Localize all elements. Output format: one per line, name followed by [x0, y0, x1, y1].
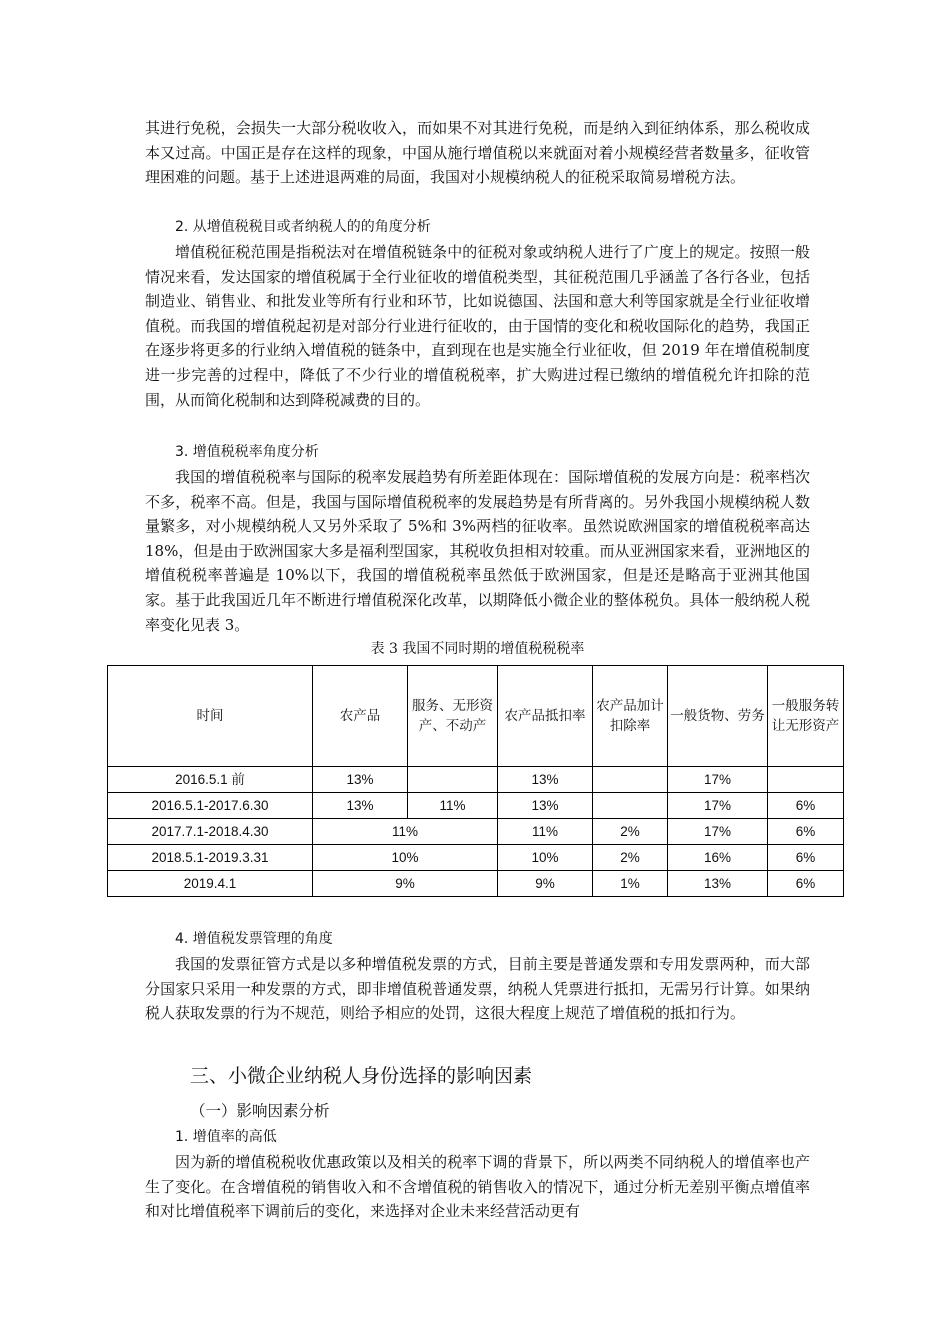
- table-cell-merged: 9%: [313, 871, 498, 897]
- header-agricultural: 农产品: [313, 666, 408, 767]
- paragraph-tax-scope: 增值税征税范围是指税法对在增值税链条中的征税对象或纳税人进行了广度上的规定。按照一般情况来看，发达国家的增值税属于全行业征收的增值税类型，其征税范围几乎涵盖了各行各业，包括制造业、销售业、和批发业等所有行业和环节，比如说德国、法国和意大利等国家就是全行业征收增值税。而我国的增值税起初是对部分行业进行征收的，由于国情的变化和税收国际化的趋势，我国正在逐步将更多的行业纳入增值税的链条中，直到现在也是实施全行业征收，但 2019 年在增值税制度进一步完善的过程中，降低了不少行业的增值税税率，扩大购进过程已缴纳的增值税允许扣除的范围，从而简化税制和达到降税减费的目的。: [145, 243, 810, 409]
- table-row: [108, 819, 844, 845]
- table-cell: 11%: [408, 793, 498, 819]
- table-cell: 13%: [313, 767, 408, 793]
- table-cell: 6%: [768, 871, 844, 897]
- table-cell: 17%: [668, 793, 768, 819]
- table-cell: 2017.7.1-2018.4.30: [108, 819, 313, 845]
- table-cell: 2%: [593, 845, 668, 871]
- table-cell: [593, 793, 668, 819]
- section-heading-3-1: （一）影响因素分析: [190, 1102, 330, 1120]
- table-cell: [408, 767, 498, 793]
- header-services-assets: 服务、无形资产、不动产: [408, 666, 498, 767]
- table-cell: 2018.5.1-2019.3.31: [108, 845, 313, 871]
- table-cell: 13%: [498, 767, 593, 793]
- table-row: [108, 845, 844, 871]
- header-general-goods: 一般货物、劳务: [668, 666, 768, 767]
- table-row: [108, 793, 844, 819]
- header-period: 时间: [108, 666, 313, 767]
- table-cell: 10%: [498, 845, 593, 871]
- section-heading-3: 三、小微企业纳税人身份选择的影响因素: [190, 1065, 533, 1087]
- table-cell: 13%: [313, 793, 408, 819]
- subheading-value-added-rate: 1. 增值率的高低: [175, 1129, 277, 1145]
- table-cell: 16%: [668, 845, 768, 871]
- header-agri-extra-deduction: 农产品加计扣除率: [593, 666, 668, 767]
- table-cell-merged: 11%: [313, 819, 498, 845]
- subheading-tax-rate: 3. 增值税税率角度分析: [175, 444, 319, 460]
- table-cell: 13%: [498, 793, 593, 819]
- table-cell: 2019.4.1: [108, 871, 313, 897]
- table-cell: 6%: [768, 793, 844, 819]
- table-cell: 2016.5.1-2017.6.30: [108, 793, 313, 819]
- table-header-row: [108, 666, 844, 767]
- table-cell: 11%: [498, 819, 593, 845]
- header-general-services: 一般服务转让无形资产: [768, 666, 844, 767]
- table-cell: [768, 767, 844, 793]
- subheading-invoice-management: 4. 增值税发票管理的角度: [175, 931, 333, 947]
- header-agri-deduction: 农产品抵扣率: [498, 666, 593, 767]
- paragraph-tax-rate: 我国的增值税税率与国际的税率发展趋势有所差距体现在：国际增值税的发展方向是：税率档次不多，税率不高。但是，我国与国际增值税税率的发展趋势是有所背离的。另外我国小规模纳税人数量繁多，对小规模纳税人又另外采取了 5%和 3%两档的征收率。虽然说欧洲国家的增值税税率高达 18%，但是由于欧洲国家大多是福利型国家，其税收负担相对较重。而从亚洲国家来看，亚洲地区的增值税税率普遍是 10%以下，我国的增值税税率虽然低于欧洲国家，但是还是略高于亚洲其他国家。基于此我国近几年不断进行增值税深化改革，以期降低小微企业的整体税负。具体一般纳税人税率变化见表 3。: [145, 468, 810, 634]
- table-cell: 9%: [498, 871, 593, 897]
- table-caption: 表 3 我国不同时期的增值税税税率: [370, 641, 585, 657]
- subheading-tax-scope: 2. 从增值税税目或者纳税人的的角度分析: [175, 219, 431, 235]
- table-cell: 2016.5.1 前: [108, 767, 313, 793]
- table-cell: 2%: [593, 819, 668, 845]
- table-cell: [593, 767, 668, 793]
- paragraph-value-added-rate: 因为新的增值税税收优惠政策以及相关的税率下调的背景下，所以两类不同纳税人的增值率也产生了变化。在含增值税的销售收入和不含增值税的销售收入的情况下，通过分析无差别平衡点增值率和对比增值税率下调前后的变化，来选择对企业未来经营活动更有: [145, 1153, 810, 1221]
- table-row: [108, 871, 844, 897]
- paragraph-invoice-management: 我国的发票征管方式是以多种增值税发票的方式，目前主要是普通发票和专用发票两种，而大部分国家只采用一种发票的方式，即非增值税普通发票，纳税人凭票进行抵扣，无需另行计算。如果纳税人获取发票的行为不规范，则给予相应的处罚，这很大程度上规范了增值税的抵扣行为。: [145, 955, 810, 1023]
- paragraph-simplified-levy: 其进行免税，会损失一大部分税收收入，而如果不对其进行免税，而是纳入到征纳体系，那么税收成本又过高。中国正是存在这样的现象，中国从施行增值税以来就面对着小规模经营者数量多，征收管理困难的问题。基于上述进退两难的局面，我国对小规模纳税人的征税采取简易增税方法。: [145, 119, 810, 187]
- table-cell: 6%: [768, 845, 844, 871]
- table-row: [108, 767, 844, 793]
- table-cell: 17%: [668, 819, 768, 845]
- table-cell-merged: 10%: [313, 845, 498, 871]
- table-cell: 1%: [593, 871, 668, 897]
- table-cell: 17%: [668, 767, 768, 793]
- table-cell: 6%: [768, 819, 844, 845]
- table-cell: 13%: [668, 871, 768, 897]
- vat-rate-table: [107, 665, 844, 897]
